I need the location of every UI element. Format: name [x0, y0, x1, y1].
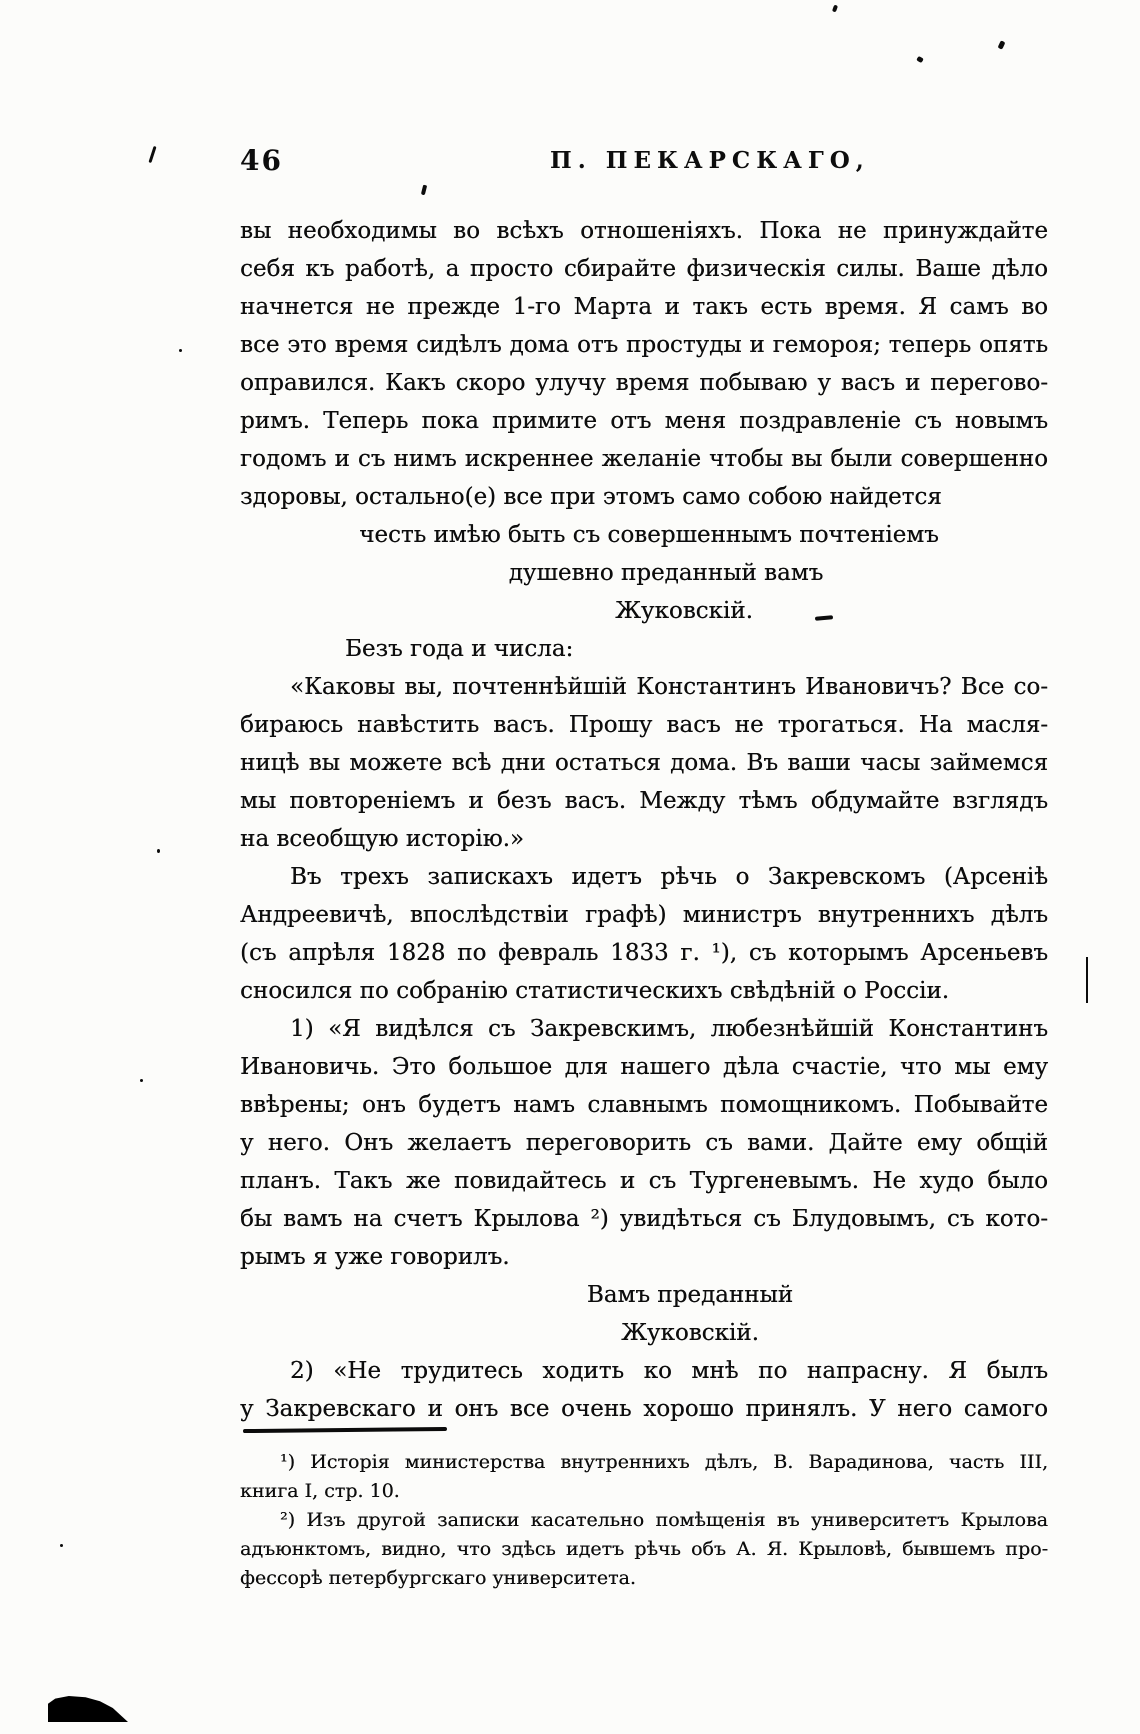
text-line: ницѣ вы можете всѣ дни остаться дома. Въ ваши часы займемся: [240, 750, 1048, 776]
text-line: себя къ работѣ, а просто сбирайте физическія силы. Ваше дѣло: [240, 256, 1048, 282]
text-line: ¹) Исторія министерства внутреннихъ дѣлъ, В. Варадинова, часть III,: [280, 1451, 1048, 1473]
text-line: 2) «Не трудитесь ходить ко мнѣ по напрасну. Я былъ: [290, 1358, 1048, 1384]
scan-edge-artifact: [1086, 957, 1088, 1003]
text-line: Ивановичь. Это большое для нашего дѣла счастіе, что мы ему: [240, 1054, 1048, 1080]
ink-speck: [179, 349, 182, 352]
text-line: римъ. Теперь пока примите отъ меня поздравленіе съ новымъ: [240, 408, 1048, 434]
text-line: бы вамъ на счетъ Крылова ²) увидѣться съ Блудовымъ, съ кото-: [240, 1206, 1048, 1232]
text-line: Безъ года и числа:: [345, 636, 574, 662]
text-line: фессорѣ петербургскаго университета.: [240, 1567, 636, 1589]
running-title: П. ПЕКАРСКАГО,: [550, 147, 870, 174]
text-line: у него. Онъ желаетъ переговорить съ вами. Дайте ему общій: [240, 1130, 1048, 1156]
text-line: душевно преданный вамъ: [508, 560, 824, 586]
text-line: рымъ я уже говорилъ.: [240, 1244, 510, 1270]
ink-speck: [916, 56, 924, 63]
text-line: Въ трехъ запискахъ идетъ рѣчь о Закревскомъ (Арсеніѣ: [290, 864, 1048, 890]
body-text: [240, 212, 1048, 1428]
text-line: ²) Изъ другой записки касательно помѣщенія въ университетъ Крылова: [280, 1509, 1048, 1531]
footnotes: [240, 1448, 1048, 1593]
text-line: 1) «Я видѣлся съ Закревскимъ, любезнѣйшій Константинъ: [290, 1016, 1048, 1042]
footnote-separator-rule: [243, 1427, 447, 1433]
text-line: Вамъ преданный: [586, 1282, 794, 1308]
ink-speck: [832, 5, 838, 13]
text-line: мы повтореніемъ и безъ васъ. Между тѣмъ обдумайте взглядъ: [240, 788, 1048, 814]
text-line: Андреевичѣ, впослѣдствіи графѣ) министръ внутреннихъ дѣлъ: [240, 902, 1048, 928]
ink-speck: [60, 1544, 63, 1547]
text-line: адъюнктомъ, видно, что здѣсь идетъ рѣчь объ А. Я. Крыловѣ, бывшемъ про-: [240, 1538, 1048, 1560]
text-line: сносился по собранію статистическихъ свѣдѣній о Россіи.: [240, 978, 950, 1004]
text-line: (съ апрѣля 1828 по февраль 1833 г. ¹), съ которымъ Арсеньевъ: [240, 940, 1048, 966]
text-line: книга I, стр. 10.: [240, 1480, 400, 1502]
text-line: вы необходимы во всѣхъ отношеніяхъ. Пока не принуждайте: [240, 218, 1048, 244]
ink-speck: [998, 40, 1006, 49]
page-number: 46: [240, 144, 283, 177]
text-line: на всеобщую исторію.»: [240, 826, 525, 852]
text-line: бираюсь навѣстить васъ. Прошу васъ не трогаться. На масля-: [240, 712, 1048, 738]
text-line: Жуковскій.: [621, 1320, 759, 1346]
text-line: начнется не прежде 1-го Марта и такъ есть время. Я самъ во: [240, 294, 1048, 320]
ink-speck: [140, 1079, 143, 1082]
text-line: здоровы, остально(е) все при этомъ само собою найдется: [240, 484, 942, 510]
ink-speck: [157, 849, 160, 853]
text-line: оправился. Какъ скоро улучу время побываю у васъ и перегово-: [240, 370, 1048, 396]
text-line: честь имѣю быть съ совершеннымъ почтеніемъ: [359, 522, 939, 548]
text-line: все это время сидѣлъ дома отъ простуды и гемороя; теперь опять: [240, 332, 1048, 358]
text-line: Жуковскій.: [615, 598, 753, 624]
text-line: годомъ и съ нимъ искреннее желаніе чтобы вы были совершенно: [240, 446, 1048, 472]
ink-speck: [421, 185, 427, 196]
scan-corner-blob: [48, 1696, 128, 1722]
text-line: «Каковы вы, почтеннѣйшій Константинъ Ивановичъ? Все со-: [290, 674, 1048, 700]
text-line: планъ. Такъ же повидайтесь и съ Тургеневымъ. Не худо было: [240, 1168, 1048, 1194]
text-line: у Закревскаго и онъ все очень хорошо принялъ. У него самого: [240, 1396, 1048, 1422]
ink-speck: [148, 146, 156, 163]
text-line: ввѣрены; онъ будетъ намъ славнымъ помощникомъ. Побывайте: [240, 1092, 1048, 1118]
